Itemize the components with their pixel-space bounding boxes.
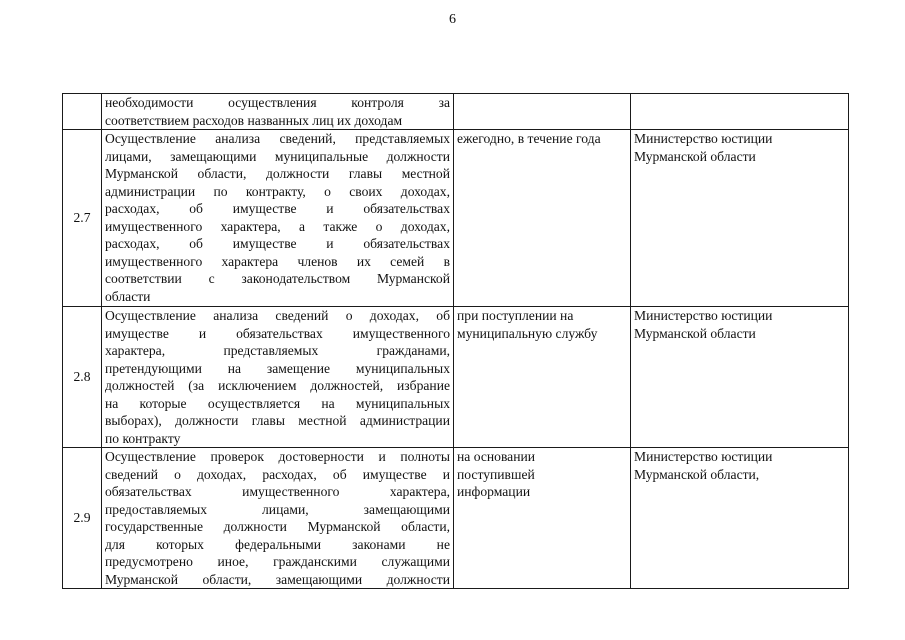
- activity-line: имущественного характера членов их семей в: [105, 253, 450, 269]
- term-cell: [454, 130, 631, 307]
- activity-line: по контракту: [105, 430, 181, 446]
- item-number-cell: [63, 94, 102, 130]
- responsible-cell: [631, 130, 849, 307]
- responsible-cell: [631, 448, 849, 589]
- activity-line: Осуществление анализа сведений о доходах, об: [105, 308, 450, 323]
- term-cell: [454, 448, 631, 589]
- activity-line: соответствии с законодательством Мурманской: [105, 271, 450, 286]
- activity-line: должностей (за исключением должностей, избрание: [105, 378, 450, 393]
- item-number-cell: 2.8: [63, 307, 102, 448]
- responsible-line: Мурманской области: [634, 325, 756, 341]
- activity-line: имуществе и обязательствах имущественного: [105, 325, 450, 341]
- term-line: информации: [457, 484, 531, 499]
- term-line: на основании: [457, 449, 536, 464]
- activity-cell: [102, 307, 454, 448]
- activity-cell: [102, 130, 454, 307]
- activity-line: Осуществление проверок достоверности и полноты: [105, 449, 450, 464]
- activity-line: расходах, об имуществе и обязательствах: [105, 236, 450, 251]
- activity-cell: [102, 94, 454, 130]
- activity-line: Мурманской области, должности главы местной: [105, 166, 450, 181]
- responsible-line: Министерство юстиции: [634, 131, 773, 146]
- activity-line: претендующими на замещение муниципальных: [105, 360, 450, 376]
- term-cell: [454, 94, 631, 130]
- table-row-2-7: [63, 130, 849, 307]
- responsible-cell: [631, 307, 849, 448]
- term-cell: [454, 307, 631, 448]
- activity-line: области: [105, 288, 151, 304]
- table-row-2-9: [63, 448, 849, 589]
- activity-cell: [102, 448, 454, 589]
- activity-line: обязательствах имущественного характера,: [105, 484, 450, 499]
- activity-line: выборах), должности главы местной администрации: [105, 413, 450, 428]
- term-line: ежегодно, в течение года: [457, 131, 601, 146]
- item-number-cell: 2.7: [63, 130, 102, 307]
- activity-line: характера, представляемых гражданами,: [105, 343, 450, 358]
- activity-line: на которые осуществляется на муниципальных: [105, 395, 450, 411]
- responsible-line: Мурманской области: [634, 148, 756, 164]
- measures-table: [62, 93, 849, 589]
- term-line: при поступлении на: [457, 308, 574, 323]
- page-number: 6: [449, 12, 456, 27]
- responsible-line: Министерство юстиции: [634, 449, 773, 464]
- activity-line: Осуществление анализа сведений, представляемых: [105, 131, 450, 146]
- term-line: муниципальную службу: [457, 325, 598, 341]
- activity-line: имущественного характера, а также о доходах,: [105, 218, 450, 234]
- activity-line: предусмотрено иное, гражданскими служащими: [105, 554, 450, 569]
- activity-line: соответствием расходов названных лиц их доходам: [105, 112, 403, 128]
- responsible-cell: [631, 94, 849, 130]
- table-row-2-8: [63, 307, 849, 448]
- activity-line: сведений о доходах, расходах, об имуществе и: [105, 466, 450, 482]
- activity-line: государственные должности Мурманской области,: [105, 519, 450, 534]
- activity-line: Мурманской области, замещающими должности: [105, 571, 450, 587]
- activity-line: необходимости осуществления контроля за: [105, 95, 450, 110]
- activity-line: для которых федеральными законами не: [105, 536, 450, 552]
- activity-line: лицами, замещающими муниципальные должности: [105, 148, 450, 164]
- activity-line: администрации по контракту, о своих доходах,: [105, 183, 450, 199]
- item-number-cell: 2.9: [63, 448, 102, 589]
- activity-line: предоставляемых лицами, замещающими: [105, 501, 450, 517]
- term-line: поступившей: [457, 466, 535, 482]
- activity-line: расходах, об имуществе и обязательствах: [105, 201, 450, 216]
- table-row-continuation: [63, 94, 849, 130]
- responsible-line: Министерство юстиции: [634, 308, 773, 323]
- responsible-line: Мурманской области,: [634, 466, 760, 482]
